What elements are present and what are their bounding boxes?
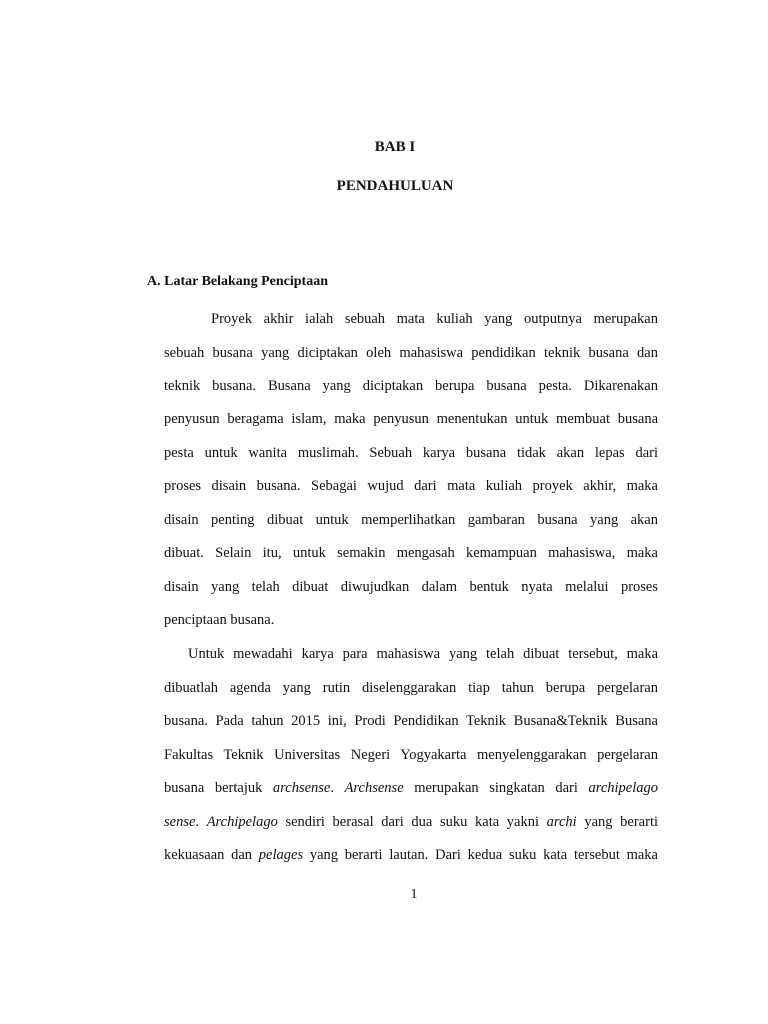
paragraph-1-line: sebuah busana yang diciptakan oleh mahasiswa pendidikan teknik busana dan (164, 345, 658, 361)
paragraph-1-line: penyusun beragama islam, maka penyusun menentukan untuk membuat busana (164, 411, 658, 427)
italic-term: archsense (272, 780, 331, 796)
text-span: . (330, 780, 345, 796)
paragraph-1-line: penciptaan busana. (164, 612, 275, 628)
paragraph-1-line: pesta untuk wanita muslimah. Sebuah karya busana tidak akan lepas dari (164, 445, 658, 461)
paragraph-1-line: disain yang telah dibuat diwujudkan dalam bentuk nyata melalui proses (164, 579, 658, 595)
paragraph-2-line (164, 779, 658, 797)
italic-term: archi (546, 814, 577, 830)
paragraph-1-line: disain penting dibuat untuk memperlihatkan gambaran busana yang akan (164, 512, 658, 528)
italic-term: Archsense (344, 780, 404, 796)
paragraph-2-line: Fakultas Teknik Universitas Negeri Yogyakarta menyelenggarakan pergelaran (164, 747, 658, 763)
text-span: yang berarti (576, 814, 659, 830)
paragraph-1-line: teknik busana. Busana yang diciptakan berupa busana pesta. Dikarenakan (164, 378, 658, 394)
italic-term: Archipelago (206, 814, 278, 830)
text-span: . (195, 814, 207, 830)
text-span: merupakan singkatan dari (403, 780, 589, 796)
page-number: 1 (410, 887, 418, 902)
italic-term: pelages (258, 847, 304, 863)
chapter-title: PENDAHULUAN (336, 178, 454, 194)
text-span: sendiri berasal dari dua suku kata yakni (277, 814, 547, 830)
paragraph-2-line: dibuatlah agenda yang rutin diselenggarakan tiap tahun berupa pergelaran (164, 680, 658, 696)
paragraph-2-line: busana. Pada tahun 2015 ini, Prodi Pendidikan Teknik Busana&Teknik Busana (164, 713, 658, 729)
italic-term: sense (164, 814, 196, 830)
text-span: yang berarti lautan. Dari kedua suku kata tersebut maka (303, 847, 658, 863)
italic-term: archipelago (588, 780, 659, 796)
paragraph-2-line: Untuk mewadahi karya para mahasiswa yang telah dibuat tersebut, maka (188, 646, 658, 662)
text-span: busana bertajuk (164, 780, 273, 796)
paragraph-2-line (164, 813, 658, 831)
paragraph-2-line (164, 846, 658, 864)
chapter-number: BAB I (374, 139, 416, 155)
section-heading: A. Latar Belakang Penciptaan (147, 274, 328, 289)
paragraph-1-line: dibuat. Selain itu, untuk semakin mengasah kemampuan mahasiswa, maka (164, 545, 658, 561)
paragraph-1-line: proses disain busana. Sebagai wujud dari mata kuliah proyek akhir, maka (164, 478, 658, 494)
text-span: kekuasaan dan (164, 847, 259, 863)
paragraph-1-line: Proyek akhir ialah sebuah mata kuliah yang outputnya merupakan (211, 311, 658, 327)
